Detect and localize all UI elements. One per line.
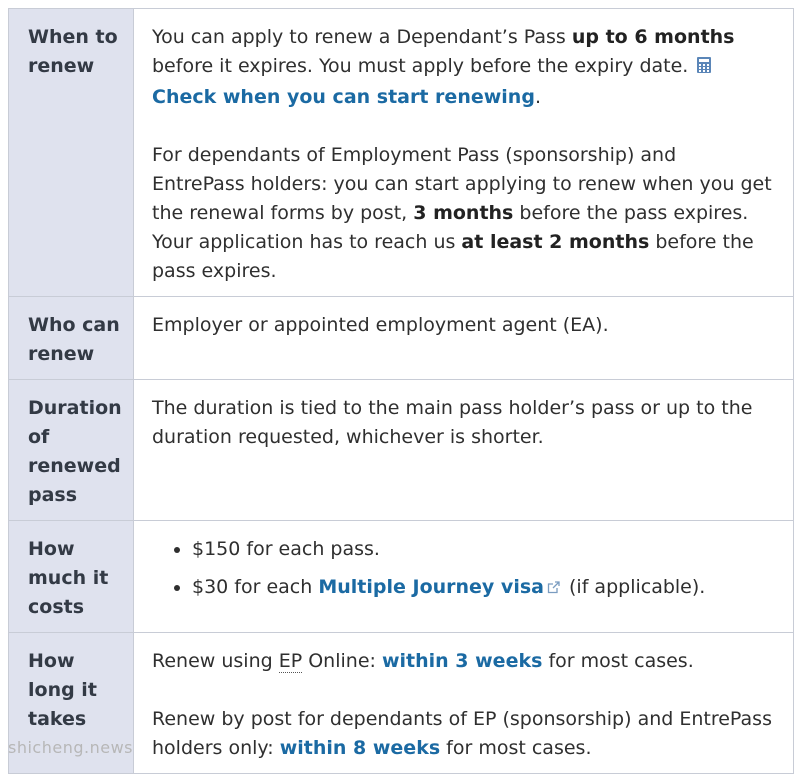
paragraph: Employer or appointed employment agent (EA). bbox=[152, 314, 609, 336]
text: for most cases. bbox=[542, 650, 694, 672]
table-row bbox=[9, 9, 793, 297]
row-header-cost: How much it costs bbox=[9, 521, 134, 632]
row-content-duration bbox=[134, 380, 793, 520]
row-content-how-long bbox=[134, 633, 793, 773]
paragraph bbox=[152, 647, 773, 676]
multiple-journey-visa-link[interactable]: Multiple Journey visa bbox=[318, 576, 544, 598]
text: Online: bbox=[302, 650, 382, 672]
check-renewal-link[interactable]: Check when you can start renewing bbox=[152, 86, 535, 108]
bold-text: up to 6 months bbox=[571, 26, 735, 48]
row-content-cost bbox=[134, 521, 793, 632]
external-link-icon bbox=[546, 575, 561, 604]
table-row bbox=[9, 297, 793, 380]
text: before the pass expires. bbox=[152, 231, 754, 282]
table-row bbox=[9, 380, 793, 521]
text: Renew using bbox=[152, 650, 279, 672]
within-3-weeks-link[interactable]: within 3 weeks bbox=[381, 650, 543, 672]
text: for most cases. bbox=[440, 737, 592, 759]
text: before it expires. You must apply before the expiry date. bbox=[152, 55, 695, 77]
list-item bbox=[192, 573, 773, 604]
text: For dependants of Employment Pass (sponsorship) and EntrePass holders: you can start applying to renew when you get the renewal forms by post, bbox=[152, 144, 772, 224]
text: You can apply to renew a Dependant’s Pass bbox=[152, 26, 572, 48]
calculator-icon bbox=[696, 54, 712, 83]
paragraph bbox=[152, 705, 773, 763]
watermark: shicheng.news bbox=[8, 738, 133, 757]
paragraph: The duration is tied to the main pass holder’s pass or up to the duration requested, whichever is shorter. bbox=[152, 397, 753, 448]
row-header-when-to-renew: When to renew bbox=[9, 9, 134, 296]
text: (if applicable). bbox=[562, 576, 706, 598]
row-content-who-can-renew bbox=[134, 297, 793, 379]
table-row bbox=[9, 521, 793, 633]
paragraph bbox=[152, 141, 773, 286]
row-header-how-long: How long it takes bbox=[9, 633, 134, 773]
info-table bbox=[8, 8, 794, 774]
row-header-who-can-renew: Who can renew bbox=[9, 297, 134, 379]
within-8-weeks-link[interactable]: within 8 weeks bbox=[279, 737, 441, 759]
ep-abbreviation: EP bbox=[278, 650, 303, 672]
text: Renew by post for dependants of EP (sponsorship) and EntrePass holders only: bbox=[152, 708, 772, 759]
text: . bbox=[534, 86, 541, 108]
text: $30 for each bbox=[192, 576, 319, 598]
list-item: • $150 for each pass. bbox=[192, 535, 773, 564]
bold-text: 3 months bbox=[413, 202, 514, 224]
paragraph bbox=[152, 23, 773, 112]
text: before the pass expires. Your application has to reach us bbox=[152, 202, 749, 253]
row-content-when-to-renew bbox=[134, 9, 793, 296]
cost-list bbox=[152, 535, 773, 604]
row-header-duration: Duration of renewed pass bbox=[9, 380, 134, 520]
bold-text: at least 2 months bbox=[461, 231, 650, 253]
